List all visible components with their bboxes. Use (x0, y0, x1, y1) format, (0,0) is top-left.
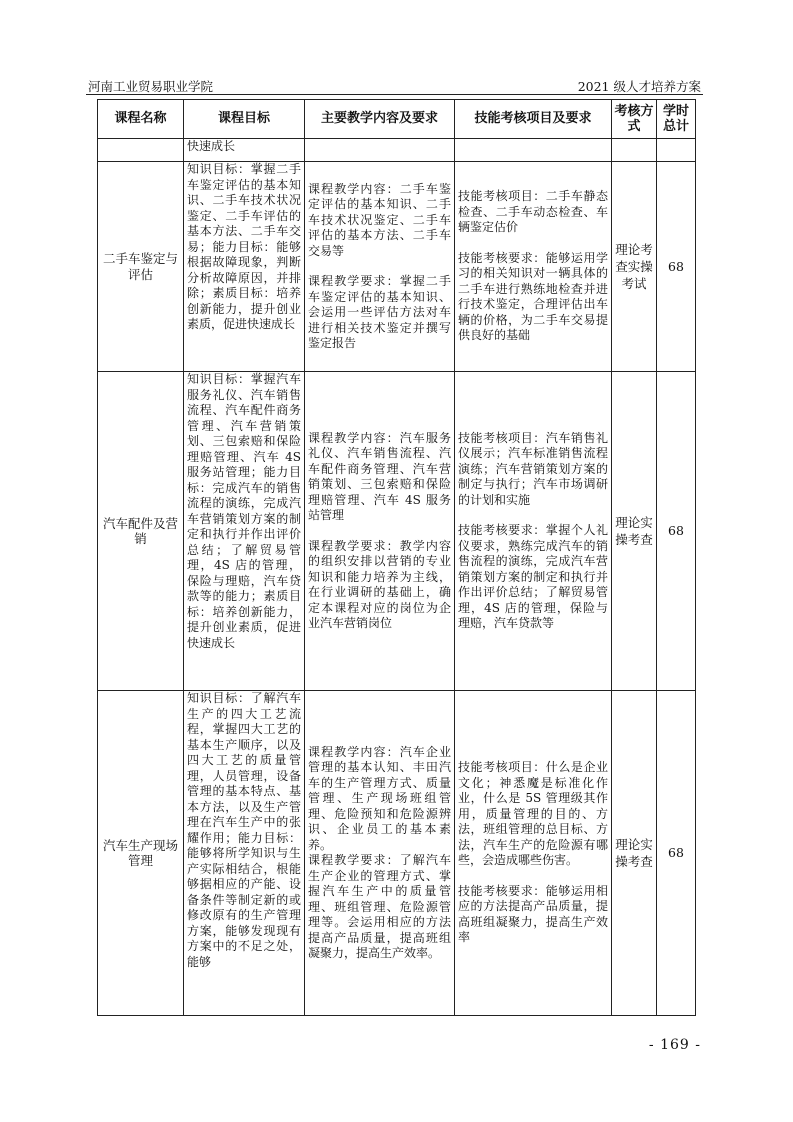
cell-exam-method: 理论实操考查 (612, 691, 657, 1016)
skill-item-text: 技能考核项目：二手车静态检查、二手车动态检查、车辆鉴定估价 (458, 189, 608, 235)
cell-goal: 快速成长 (184, 139, 305, 162)
cell-exam-method: 理论考查实操考试 (612, 162, 657, 372)
skill-item-text: 技能考核项目：汽车销售礼仪展示；汽车标准销售流程演练；汽车营销策划方案的制定与执行；汽车市场调研的计划和实施 (458, 430, 608, 507)
skill-item-text: 技能考核项目：什么是企业文化；神悉魔是标准化作业，什么是 5S 管理级其作用，质量管理的目的、方法，班组管理的总目标、方法，汽车生产的危险源有哪些，会造成哪些伤害。 (458, 760, 608, 868)
teaching-content-text: 课程教学内容：二手车鉴定评估的基本知识、二手车技术状况鉴定、二手车评估的基本方法、二手车交易等 (308, 181, 451, 258)
teaching-requirement-text: 课程教学要求：掌握二手车鉴定评估的基本知识、会运用一些评估方法对车进行相关技术鉴定并撰写鉴定报告 (308, 274, 451, 350)
cell-teaching-content (305, 691, 455, 1016)
cell-teaching-content (305, 162, 455, 372)
cell-total-hours: 68 (657, 162, 696, 372)
column-header-goal: 课程目标 (184, 100, 305, 139)
cell-total-hours: 68 (657, 691, 696, 1016)
cell-exam-method: 理论实操考查 (612, 372, 657, 691)
skill-requirement-text: 技能考核要求：能够运用相应的方法提高产品质量，提高班组凝聚力，提高生产效率 (458, 883, 608, 945)
cell-course-goal: 知识目标：掌握汽车服务礼仪、汽车销售流程、汽车配件商务管理、汽车营销策划、三包索赔和保险理赔管理、汽车 4S 服务站管理；能力目标：完成汽车的销售流程的演练，完成汽车营销策划方案的制定和执行并作出评价总结；了解贸易管理，4S 店的管理，保险与理赔，汽车贷款等的能力；素质目标：培养创新能力，提升创业素质，促进快速成长 (184, 372, 305, 691)
column-header-hours: 学时总计 (657, 100, 696, 139)
cell-name (98, 139, 184, 162)
skill-requirement-text: 技能考核要求：能够运用学习的相关知识对一辆具体的二手车进行熟练地检查并进行技术鉴定，合理评估出车辆的价格，为二手车交易提供良好的基础 (458, 250, 608, 343)
teaching-content-text: 课程教学内容：汽车服务礼仪、汽车销售流程、汽车配件商务管理、汽车营销策划、三包索赔和保险理赔管理、汽车 4S 服务站管理 (308, 430, 451, 522)
column-header-name: 课程名称 (98, 100, 184, 139)
header-document-title: 2021 级人才培养方案 (577, 79, 701, 94)
header-institution: 河南工业贸易职业学院 (88, 79, 214, 94)
curriculum-table (97, 99, 696, 1016)
table-row (98, 691, 696, 1016)
cell-course-goal: 知识目标：了解汽车生产的四大工艺流程，掌握四大工艺的基本生产顺序，以及四大工艺的质量管理，人员管理，设备管理的基本特点、基本方法，以及生产管理在汽车生产中的张耀作用；能力目标：能够将所学知识与生产实际相结合，根能够据相应的产能、设备条件等制定新的或修改原有的生产管理方案，能够发现现有方案中的不足之处，能够 (184, 691, 305, 1016)
cell-content (305, 139, 455, 162)
cell-course-name: 汽车生产现场管理 (98, 691, 184, 1016)
cell-course-goal: 知识目标：掌握二手车鉴定评估的基本知识、二手车技术状况鉴定、二手车评估的基本方法、二手车交易；能力目标：能够根据故障现象，判断分析故障原因，并排除；素质目标：培养创新能力，提升创业素质，促进快速成长 (184, 162, 305, 372)
header-divider (86, 94, 703, 95)
table-row (98, 162, 696, 372)
cell-hours (657, 139, 696, 162)
page-number: - 169 - (648, 1037, 701, 1053)
column-header-skill: 技能考核项目及要求 (455, 100, 612, 139)
teaching-requirement-text: 课程教学要求：了解汽车生产企业的管理方式、掌握汽车生产中的质量管理、班组管理、危险源管理等。会运用相应的方法提高产品质量，提高班组凝聚力，提高生产效率。 (308, 853, 451, 960)
cell-skill (455, 139, 612, 162)
cell-skill-assessment (455, 372, 612, 691)
table-header-row (98, 100, 696, 139)
cell-total-hours: 68 (657, 372, 696, 691)
teaching-requirement-text: 课程教学要求：教学内容的组织安排以营销的专业知识和能力培养为主线，在行业调研的基础上，确定本课程对应的岗位为企业汽车营销岗位 (308, 538, 451, 630)
column-header-content: 主要教学内容及要求 (305, 100, 455, 139)
column-header-exam: 考核方式 (612, 100, 657, 139)
cell-exam (612, 139, 657, 162)
skill-requirement-text: 技能考核要求：掌握个人礼仪要求，熟练完成汽车的销售流程的演练，完成汽车营销策划方案的制定和执行并作出评价总结；了解贸易管理，4S 店的管理，保险与理赔，汽车贷款等 (458, 523, 608, 630)
table-row (98, 372, 696, 691)
cell-skill-assessment (455, 162, 612, 372)
cell-skill-assessment (455, 691, 612, 1016)
table-row-continuation (98, 139, 696, 162)
cell-teaching-content (305, 372, 455, 691)
cell-course-name: 二手车鉴定与评估 (98, 162, 184, 372)
cell-course-name: 汽车配件及营销 (98, 372, 184, 691)
teaching-content-text: 课程教学内容：汽车企业管理的基本认知、丰田汽车的生产管理方式、质量管理、生产现场班组管理、危险预知和危险源辨识、企业员工的基本素养。 (308, 744, 451, 852)
